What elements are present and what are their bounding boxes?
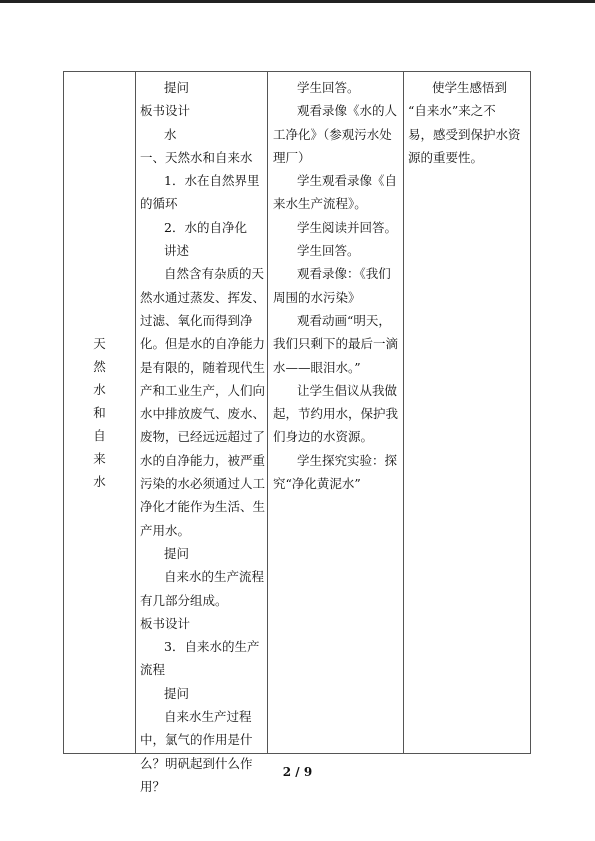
- student-text-line: 起，节约用水，保护我: [273, 406, 399, 422]
- teacher-text-line: 然水通过蒸发、挥发、: [140, 289, 266, 305]
- teacher-text-line: 自来水生产过程: [164, 709, 252, 725]
- intent-text-line: 使学生感悟到: [432, 80, 508, 95]
- teacher-text-line: 板书设计: [140, 103, 191, 119]
- teacher-text-line: 1．水在自然界里: [164, 173, 260, 189]
- student-text-line: 我们只剩下的最后一滴: [273, 336, 399, 352]
- column-divider: [135, 72, 136, 753]
- student-activity-cell: [272, 76, 400, 495]
- teacher-text-line: 水的自净能力，被严重: [140, 452, 266, 468]
- student-text-line: 周围的水污染》: [273, 289, 361, 305]
- student-text-line: 工净化》（参观污水处: [273, 126, 392, 142]
- page-number: 2 / 9: [282, 765, 313, 779]
- teacher-text-line: 自然含有杂质的天: [164, 266, 265, 282]
- teacher-text-line: 讲述: [164, 243, 190, 259]
- teacher-activity-cell: [139, 76, 265, 798]
- student-text-line: 学生探究实验：探: [297, 452, 398, 468]
- teacher-text-line: 是有限的，随着现代生: [140, 359, 266, 375]
- student-text-line: 观看录像：《我们: [297, 266, 391, 282]
- student-text-line: 学生回答。: [297, 243, 360, 259]
- teacher-text-line: 产用水。: [140, 522, 191, 538]
- topic-char: 水: [93, 474, 106, 489]
- student-text-line: 观看动画“明天，: [297, 312, 391, 328]
- student-text-line: 究“净化黄泥水”: [273, 476, 361, 492]
- teacher-text-line: 产和工业生产，人们向: [140, 382, 266, 398]
- teacher-text-line: 板书设计: [140, 615, 191, 631]
- topic-cell: [64, 72, 135, 753]
- teacher-text-line: 水中排放废气、废水、: [140, 406, 266, 422]
- teacher-text-line: 么？明矾起到什么作: [140, 755, 253, 771]
- teacher-text-line: 的循环: [140, 196, 178, 212]
- topic-char: 天: [93, 336, 106, 351]
- teacher-text-line: 有几部分组成。: [140, 592, 228, 608]
- teacher-text-line: 2．水的自净化: [164, 219, 247, 235]
- design-intent-cell: [407, 76, 529, 169]
- intent-text-line: 源的重要性。: [408, 149, 484, 165]
- top-rule: [0, 0, 595, 3]
- teacher-text-line: 提问: [164, 545, 190, 561]
- teacher-text-line: 过滤、氧化而得到净: [140, 312, 253, 328]
- teacher-text-line: 净化才能作为生活、生: [140, 499, 266, 515]
- student-text-line: 理厂）: [273, 149, 311, 165]
- intent-text-line: 易，感受到保护水资: [408, 126, 521, 142]
- student-text-line: 让学生倡议从我做: [297, 382, 398, 398]
- student-text-line: 水——眼泪水。”: [273, 359, 361, 375]
- teacher-text-line: 用？: [140, 778, 166, 794]
- column-divider: [267, 72, 268, 753]
- teacher-text-line: 水: [164, 126, 177, 142]
- intent-text-line: “自来水”来之不: [408, 103, 496, 119]
- student-text-line: 们身边的水资源。: [273, 429, 374, 445]
- teacher-text-line: 污染的水必须通过人工: [140, 476, 266, 492]
- student-text-line: 来水生产流程》。: [273, 196, 367, 212]
- topic-char: 来: [93, 451, 106, 466]
- topic-char: 水: [93, 382, 106, 397]
- column-divider: [403, 72, 404, 753]
- topic-char: 自: [93, 428, 106, 443]
- teacher-text-line: 中，氯气的作用是什: [140, 732, 253, 748]
- teacher-text-line: 提问: [164, 80, 190, 95]
- teacher-text-line: 提问: [164, 685, 190, 701]
- student-text-line: 学生观看录像《自: [297, 173, 398, 189]
- teacher-text-line: 废物，已经远远超过了: [140, 429, 266, 445]
- student-text-line: 学生回答。: [297, 80, 360, 95]
- teacher-text-line: 流程: [140, 662, 166, 678]
- teacher-text-line: 化。但是水的自净能力: [140, 336, 266, 352]
- teacher-text-line: 一、天然水和自来水: [140, 149, 253, 165]
- teacher-text-line: 3．自来水的生产: [164, 639, 260, 655]
- topic-char: 然: [93, 359, 106, 374]
- student-text-line: 观看录像《水的人: [297, 103, 398, 119]
- topic-char: 和: [93, 405, 106, 420]
- student-text-line: 学生阅读并回答。: [297, 219, 398, 235]
- teacher-text-line: 自来水的生产流程: [164, 569, 265, 585]
